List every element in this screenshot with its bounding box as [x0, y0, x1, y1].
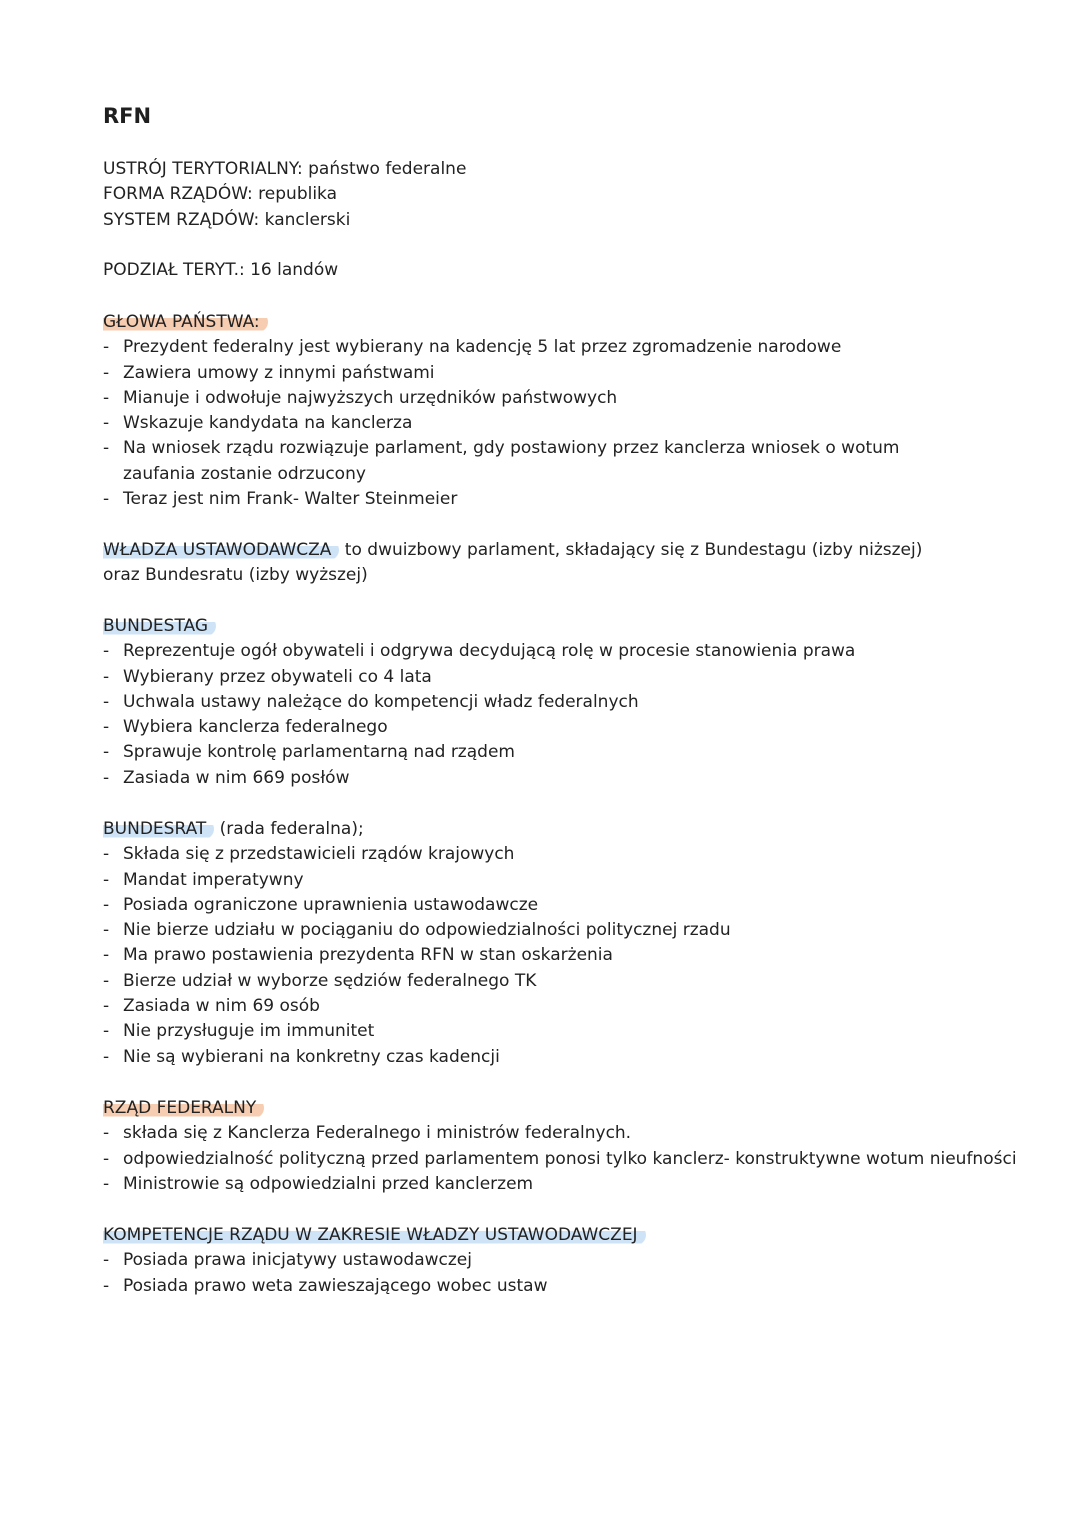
government-list: [103, 1121, 1017, 1197]
system-of-government-line: SYSTEM RZĄDÓW: kanclerski: [103, 209, 351, 230]
competences-list: [103, 1248, 1003, 1299]
list-item: - odpowiedzialność polityczną przed parlamentem ponosi tylko kanclerz- konstruktywne wotum nieufności: [103, 1147, 1003, 1172]
list-item: - Wybierany przez obywateli co 4 lata: [103, 665, 1003, 690]
bundestag-list: [103, 639, 1003, 791]
competences-heading: KOMPETENCJE RZĄDU W ZAKRESIE WŁADZY USTAWODAWCZEJ: [103, 1225, 646, 1245]
list-item: - Uchwala ustawy należące do kompetencji władz federalnych: [103, 690, 1003, 715]
bundesrat-section: [103, 817, 1003, 1070]
list-item: - Bierze udział w wyborze sędziów federalnego TK: [103, 969, 1003, 994]
government-section: [103, 1096, 1017, 1197]
division-section: [103, 258, 1003, 283]
head-of-state-section: [103, 310, 1003, 512]
list-item: - Posiada prawo weta zawieszającego wobec ustaw: [103, 1274, 1003, 1299]
document-title: RFN: [103, 104, 152, 128]
list-item: - Wskazuje kandydata na kanclerza: [103, 411, 933, 436]
bundesrat-list: [103, 842, 1003, 1070]
competences-section: [103, 1223, 1003, 1299]
list-item: - Reprezentuje ogół obywateli i odgrywa decydującą rolę w procesie stanowienia prawa: [103, 639, 1003, 664]
list-item: - Mandat imperatywny: [103, 868, 1003, 893]
head-of-state-list: [103, 335, 933, 512]
list-item: - Ministrowie są odpowiedzialni przed kanclerzem: [103, 1172, 1003, 1197]
list-item: - Posiada prawa inicjatywy ustawodawczej: [103, 1248, 1003, 1273]
bundestag-heading: BUNDESTAG: [103, 616, 216, 636]
head-of-state-heading: GŁOWA PAŃSTWA:: [103, 312, 268, 332]
list-item: - Wybiera kanclerza federalnego: [103, 715, 1003, 740]
list-item: - Nie przysługuje im immunitet: [103, 1019, 1003, 1044]
bundesrat-subtitle: (rada federalna);: [214, 819, 364, 839]
government-heading: RZĄD FEDERALNY: [103, 1098, 264, 1118]
legislature-heading: WŁADZA USTAWODAWCZA: [103, 540, 339, 560]
territorial-system-line: USTRÓJ TERYTORIALNY: państwo federalne: [103, 159, 467, 179]
list-item: - Nie bierze udziału w pociąganiu do odpowiedzialności politycznej rzadu: [103, 918, 1003, 943]
territorial-division-line: PODZIAŁ TERYT.: 16 landów: [103, 260, 339, 280]
list-item: - Nie są wybierani na konkretny czas kadencji: [103, 1045, 1003, 1070]
list-item: - Teraz jest nim Frank- Walter Steinmeier: [103, 487, 933, 512]
bundestag-section: [103, 614, 1003, 791]
list-item: - Prezydent federalny jest wybierany na kadencję 5 lat przez zgromadzenie narodowe: [103, 335, 933, 360]
list-item: - składa się z Kanclerza Federalnego i ministrów federalnych.: [103, 1121, 1003, 1146]
list-item: - Zawiera umowy z innymi państwami: [103, 361, 933, 386]
form-of-government-line: FORMA RZĄDÓW: republika: [103, 184, 338, 205]
legislature-section: [103, 538, 933, 589]
list-item: - Składa się z przedstawicieli rządów krajowych: [103, 842, 1003, 867]
list-item: - Na wniosek rządu rozwiązuje parlament, gdy postawiony przez kanclerza wniosek o wotum zaufania zostanie odrzucony: [103, 436, 933, 487]
legislature-description: to dwuizbowy parlament, składający się z Bundestagu (izby niższej) oraz Bundesratu (izby wyższej): [103, 540, 923, 586]
bundesrat-heading: BUNDESRAT: [103, 819, 214, 839]
list-item: - Zasiada w nim 669 posłów: [103, 766, 1003, 791]
list-item: - Sprawuje kontrolę parlamentarną nad rządem: [103, 740, 1003, 765]
list-item: - Posiada ograniczone uprawnienia ustawodawcze: [103, 893, 1003, 918]
overview-section: [103, 157, 1003, 233]
list-item: - Zasiada w nim 69 osób: [103, 994, 1003, 1019]
list-item: - Ma prawo postawienia prezydenta RFN w stan oskarżenia: [103, 943, 1003, 968]
list-item: - Mianuje i odwołuje najwyższych urzędników państwowych: [103, 386, 933, 411]
